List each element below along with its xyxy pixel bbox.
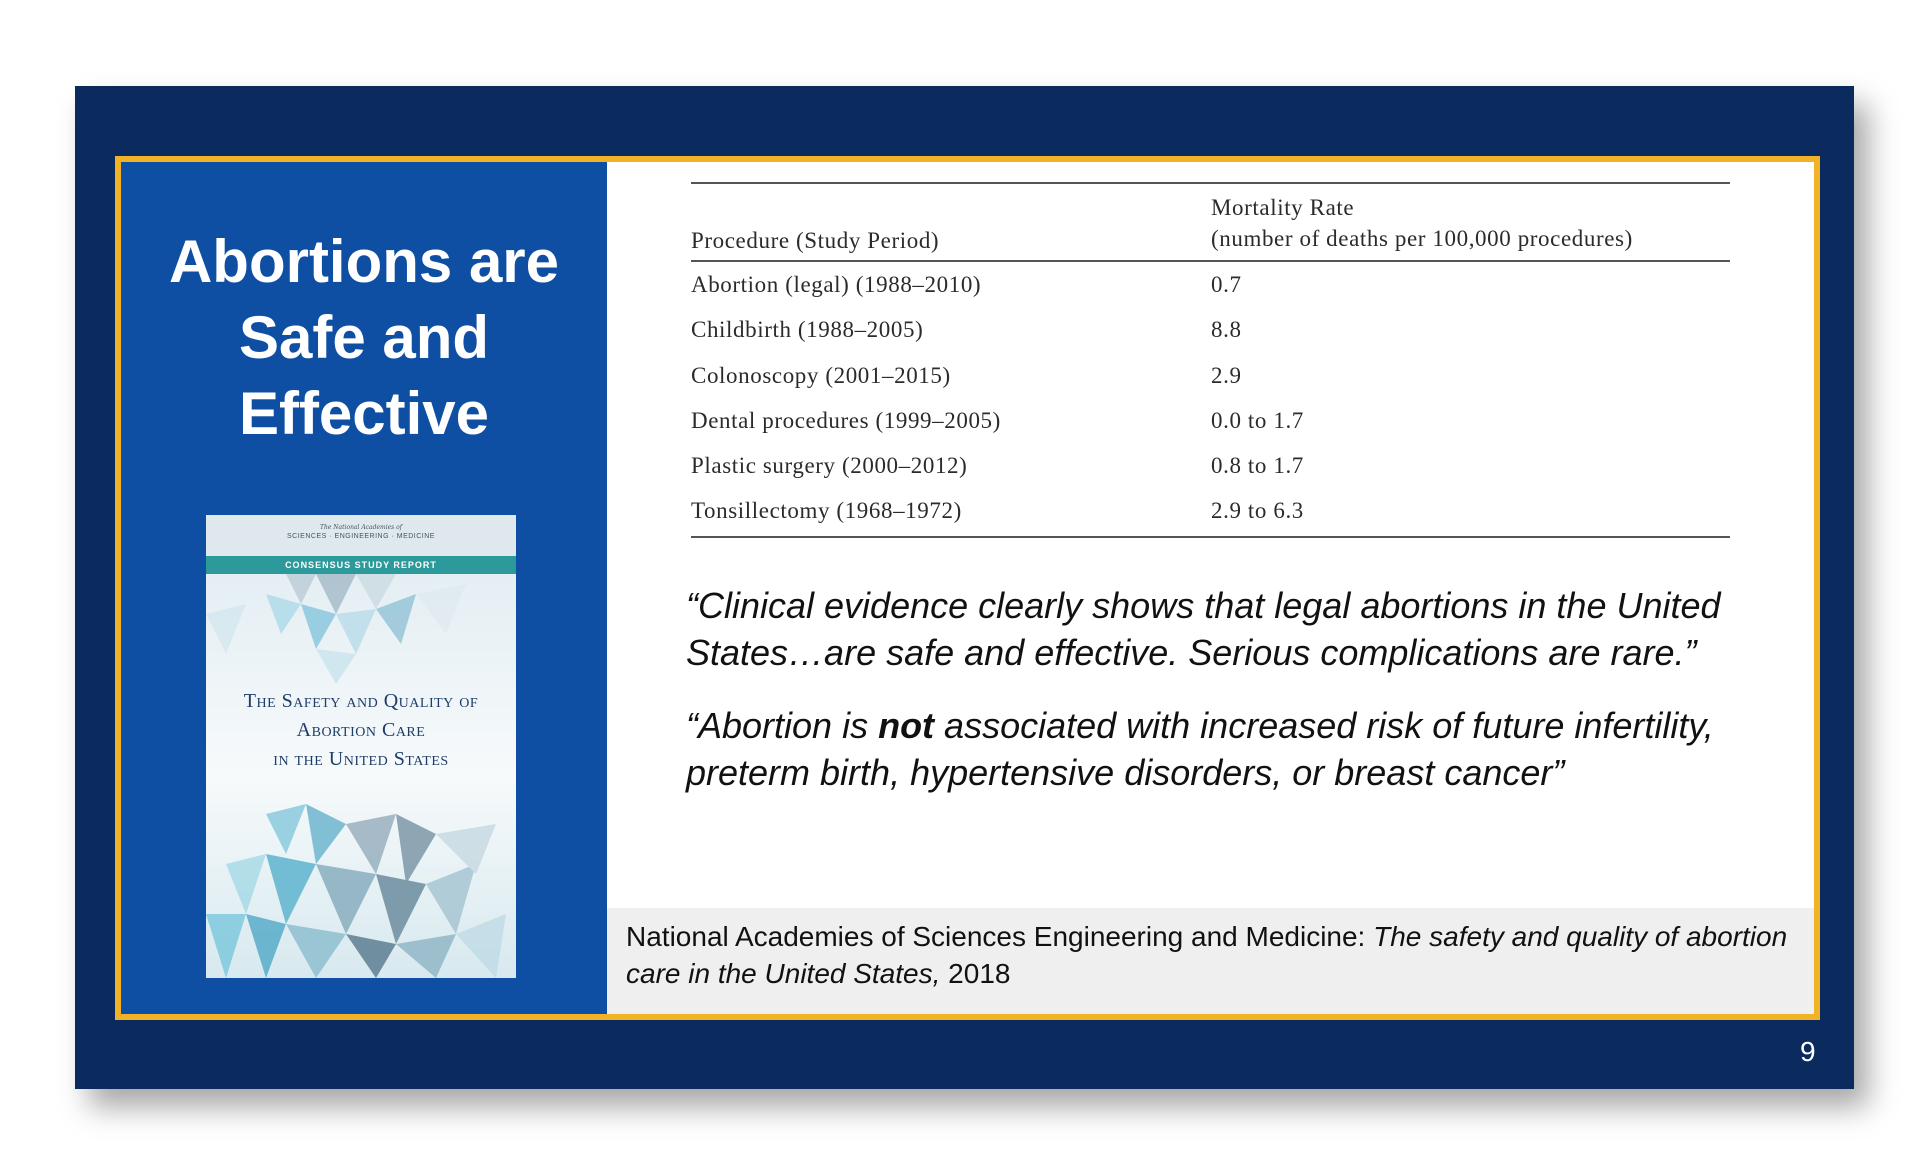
left-panel bbox=[121, 162, 607, 1014]
mortality-table bbox=[691, 182, 1730, 538]
cover-header bbox=[206, 515, 516, 556]
page-number: 9 bbox=[1800, 1036, 1816, 1067]
table-row bbox=[691, 488, 1730, 533]
cell-procedure: Plastic surgery (2000–2012) bbox=[691, 453, 968, 479]
citation-prefix: National Academies of Sciences Engineering and Medicine: bbox=[626, 921, 1374, 952]
header-procedure: Procedure (Study Period) bbox=[691, 228, 940, 253]
headline-line: Abortions are bbox=[168, 228, 560, 295]
slide bbox=[75, 86, 1854, 1089]
quote2-after: associated with increased risk of future infertility, preterm birth, hypertensive disorders, or breast cancer” bbox=[686, 705, 1714, 793]
table-row bbox=[691, 443, 1730, 488]
table-row bbox=[691, 307, 1730, 352]
quote2-before: “Abortion is bbox=[686, 705, 879, 746]
quote2-bold: not bbox=[878, 705, 935, 746]
report-cover-image bbox=[206, 515, 516, 978]
cell-procedure: Abortion (legal) (1988–2010) bbox=[691, 272, 982, 297]
headline-line: Safe and bbox=[238, 304, 490, 371]
header-rate-line1: Mortality Rate bbox=[1211, 195, 1355, 220]
cell-rate: 0.7 bbox=[1211, 272, 1242, 297]
cover-title-line: Abortion Care bbox=[296, 719, 426, 741]
cell-procedure: Childbirth (1988–2005) bbox=[691, 317, 924, 343]
table-row bbox=[691, 353, 1730, 398]
quote-not-associated bbox=[686, 702, 1776, 796]
citation-title: The safety and quality of abortion care in the United States, bbox=[626, 921, 1788, 989]
cover-band: CONSENSUS STUDY REPORT bbox=[206, 556, 516, 574]
cover-title bbox=[206, 687, 516, 774]
quotes-block bbox=[686, 582, 1776, 796]
headline-line: Effective bbox=[238, 380, 490, 447]
table-row bbox=[691, 262, 1730, 307]
citation-footer bbox=[607, 908, 1814, 1014]
cover-title-line: The Safety and Quality of bbox=[243, 690, 479, 712]
cell-procedure: Tonsillectomy (1968–1972) bbox=[691, 498, 962, 524]
cell-rate: 8.8 bbox=[1211, 317, 1242, 343]
cover-org: SCIENCES · ENGINEERING · MEDICINE bbox=[287, 533, 435, 540]
quote-clinical-evidence: “Clinical evidence clearly shows that legal abortions in the United States…are safe and effective. Serious complications are rare.” bbox=[686, 585, 1721, 673]
cell-rate: 2.9 to 6.3 bbox=[1211, 498, 1304, 524]
table-row bbox=[691, 398, 1730, 443]
slide-headline bbox=[121, 224, 607, 452]
cell-rate: 2.9 bbox=[1211, 362, 1242, 388]
content-frame bbox=[115, 156, 1820, 1020]
cell-rate: 0.0 to 1.7 bbox=[1211, 407, 1304, 433]
header-mortality-rate bbox=[1211, 192, 1633, 254]
cover-geometric-pattern bbox=[206, 574, 516, 978]
cell-procedure: Dental procedures (1999–2005) bbox=[691, 407, 1001, 433]
cell-procedure: Colonoscopy (2001–2015) bbox=[691, 362, 951, 388]
cover-title-line: in the United States bbox=[273, 748, 449, 770]
header-rate-line2: (number of deaths per 100,000 procedures) bbox=[1211, 226, 1633, 251]
table-body bbox=[691, 262, 1730, 538]
cell-rate: 0.8 to 1.7 bbox=[1211, 453, 1304, 479]
citation-year: 2018 bbox=[940, 958, 1011, 989]
table-header bbox=[691, 184, 1730, 262]
cover-org-small: The National Academies of bbox=[319, 524, 402, 531]
